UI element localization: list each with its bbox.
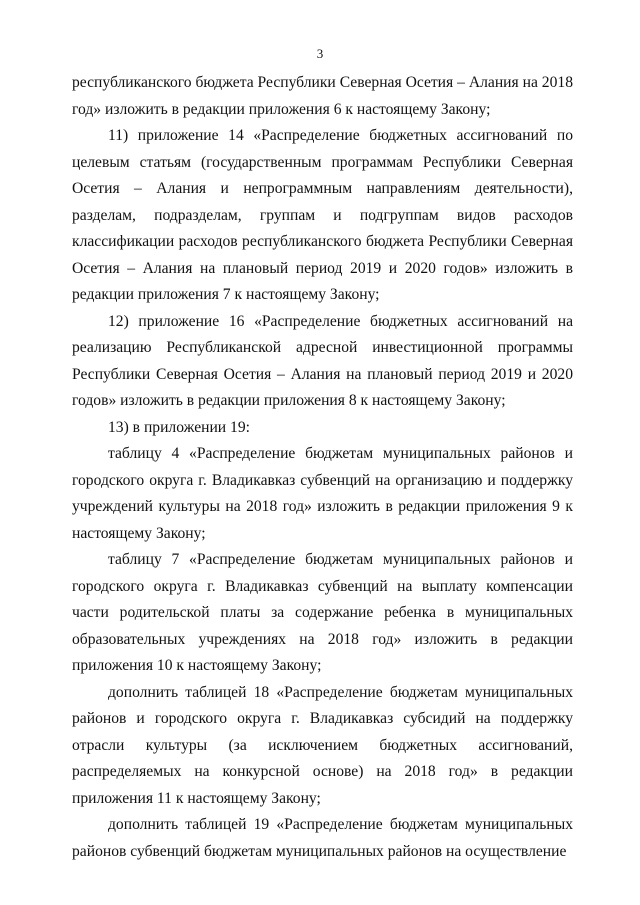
paragraph-table-4: таблицу 4 «Распределение бюджетам муниципальных районов и городского округа г. Владикавказ субвенций на организацию и поддержку учреждений культуры на 2018 год» изложить в редакции приложения 9 к настоящему Закону; <box>72 445 573 542</box>
document-body <box>72 70 573 865</box>
paragraph-table-19: дополнить таблицей 19 «Распределение бюджетам муниципальных районов субвенций бюджетам муниципальных районов на осуществление <box>72 816 573 860</box>
paragraph-table-7: таблицу 7 «Распределение бюджетам муниципальных районов и городского округа г. Владикавказ субвенций на выплату компенсации части родительской платы за содержание ребенка в муниципальных образовательных учреждениях на 2018 год» изложить в редакции приложения 10 к настоящему Закону; <box>72 551 573 674</box>
paragraph-item-12: 12) приложение 16 «Распределение бюджетных ассигнований на реализацию Республиканской адресной инвестиционной программы Республики Северная Осетия – Алания на плановый период 2019 и 2020 годов» изложить в редакции приложения 8 к настоящему Закону; <box>72 312 573 409</box>
paragraph-item-13: 13) в приложении 19: <box>108 418 250 436</box>
paragraph-continuation: республиканского бюджета Республики Северная Осетия – Алания на 2018 год» изложить в редакции приложения 6 к настоящему Закону; <box>72 74 573 118</box>
page-number: 3 <box>316 46 324 61</box>
paragraph-item-11: 11) приложение 14 «Распределение бюджетных ассигнований по целевым статьям (государственным программам Республики Северная Осетия – Алания и непрограммным направлениям деятельности), разделам, подразделам, группам и подгруппам видов расходов классификации расходов республиканского бюджета Республики Северная Осетия – Алания на плановый период 2019 и 2020 годов» изложить в редакции приложения 7 к настоящему Закону; <box>72 127 573 303</box>
paragraph-table-18: дополнить таблицей 18 «Распределение бюджетам муниципальных районов и городского округа г. Владикавказ субсидий на поддержку отрасли культуры (за исключением бюджетных ассигнований, распределяемых на конкурсной основе) на 2018 год» в редакции приложения 11 к настоящему Закону; <box>72 683 573 807</box>
